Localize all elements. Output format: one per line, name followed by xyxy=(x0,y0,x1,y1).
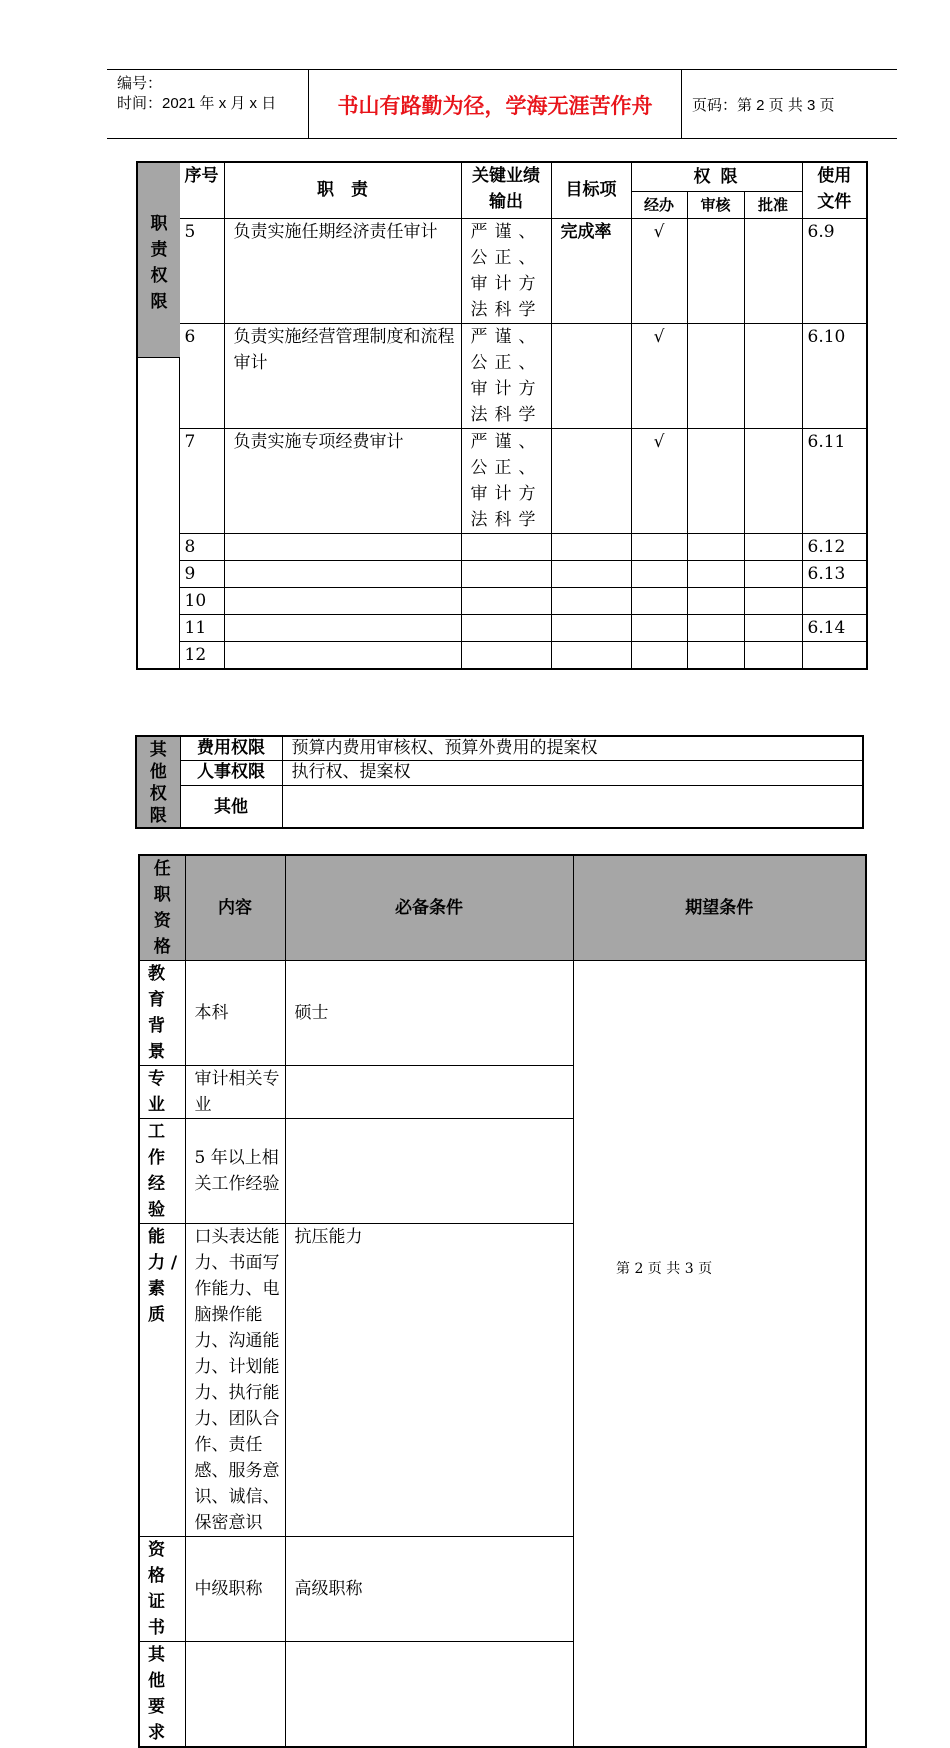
duty-review-mark xyxy=(687,614,744,641)
col-target-header-text: 目标项 xyxy=(565,180,617,201)
duty-doc xyxy=(802,587,867,614)
duty-review-mark xyxy=(687,323,744,428)
qualification-expected: 抗压能力 xyxy=(285,1224,573,1537)
document-date: 时间：2021 年 x 月 x 日 xyxy=(117,95,277,112)
duty-seq: 9 xyxy=(179,560,224,587)
duty-handle-mark xyxy=(631,533,687,560)
qualification-label: 教育背景 xyxy=(139,961,185,1066)
qualification-row xyxy=(139,1119,866,1224)
col-duty-header xyxy=(224,162,461,218)
duty-handle-mark: √ xyxy=(631,428,687,533)
qualification-required: 5 年以上相关工作经验 xyxy=(185,1119,285,1224)
header-page-number: 页码：第 2 页 共 3 页 xyxy=(692,97,835,114)
duty-handle-mark xyxy=(631,614,687,641)
duty-approve-mark xyxy=(744,323,802,428)
duty-doc xyxy=(802,641,867,669)
duty-target xyxy=(551,428,631,533)
duty-key-output: 严谨、公正、审计方法科学 xyxy=(461,428,551,533)
duty-row-side xyxy=(137,428,179,533)
duty-doc: 6.13 xyxy=(802,560,867,587)
duty-key-output: 严谨、公正、审计方法科学 xyxy=(461,218,551,323)
duty-approve-mark xyxy=(744,614,802,641)
duty-description xyxy=(224,587,461,614)
duty-seq: 10 xyxy=(179,587,224,614)
duty-row xyxy=(137,218,867,323)
qualification-row xyxy=(139,1642,866,1748)
duty-row xyxy=(137,560,867,587)
duty-approve-mark xyxy=(744,428,802,533)
page-footer: 第 2 页 共 3 页 xyxy=(616,1261,713,1277)
qualification-required xyxy=(185,1642,285,1748)
qualifications-section-label xyxy=(139,855,185,961)
qualification-label: 专业 xyxy=(139,1066,185,1119)
duty-seq: 8 xyxy=(179,533,224,560)
duties-section-label-value: 职责权限 xyxy=(150,214,168,312)
duty-review-mark xyxy=(687,560,744,587)
duty-approve-mark xyxy=(744,587,802,614)
col-expected-header: 期望条件 xyxy=(573,855,866,961)
col-seq-header-text: 序号 xyxy=(184,166,219,186)
duty-handle-mark xyxy=(631,560,687,587)
col-key-output-header-text: 关键业绩输出 xyxy=(472,166,540,212)
duty-row-side xyxy=(137,533,179,560)
other-authority-section-label-value: 其他权限 xyxy=(149,740,167,826)
qualification-expected xyxy=(285,1066,573,1119)
qualification-label: 工作经验 xyxy=(139,1119,185,1224)
duty-key-output xyxy=(461,614,551,641)
col-authority-header xyxy=(631,162,802,191)
other-authority-value xyxy=(282,786,863,828)
other-authority-section-label xyxy=(136,736,180,828)
col-key-output-header xyxy=(461,162,551,218)
personnel-authority-label: 人事权限 xyxy=(180,761,282,786)
duty-description: 负责实施经营管理制度和流程审计 xyxy=(224,323,461,428)
duty-handle-mark xyxy=(631,641,687,669)
header-meta-cell xyxy=(107,70,309,138)
duty-row-side xyxy=(137,641,179,669)
duty-description xyxy=(224,560,461,587)
col-doc-header xyxy=(802,162,867,218)
qualification-expected xyxy=(285,1642,573,1748)
duty-handle-mark xyxy=(631,587,687,614)
qualification-row xyxy=(139,961,866,1066)
duty-key-output xyxy=(461,587,551,614)
duties-rows xyxy=(137,218,867,669)
qualifications-rows xyxy=(139,961,866,1748)
motto: 书山有路勤为径，学海无涯苦作舟 xyxy=(337,94,653,118)
qualification-row xyxy=(139,1537,866,1642)
qualification-required: 本科 xyxy=(185,961,285,1066)
page-header xyxy=(107,69,897,139)
duty-row xyxy=(137,587,867,614)
duty-target xyxy=(551,560,631,587)
qualification-row xyxy=(139,1224,866,1537)
col-handle-header: 经办 xyxy=(631,191,687,218)
duty-row-side xyxy=(137,560,179,587)
col-approve-header: 批准 xyxy=(744,191,802,218)
duty-target xyxy=(551,614,631,641)
duty-row xyxy=(137,428,867,533)
other-authority-table xyxy=(135,735,864,829)
duty-key-output xyxy=(461,641,551,669)
qualification-required: 口头表达能力、书面写作能力、电脑操作能力、沟通能力、计划能力、执行能力、团队合作、责任感、服务意识、诚信、保密意识 xyxy=(185,1224,285,1537)
personnel-authority-value: 执行权、提案权 xyxy=(282,761,863,786)
qualification-row xyxy=(139,1066,866,1119)
duty-doc: 6.14 xyxy=(802,614,867,641)
duty-key-output xyxy=(461,560,551,587)
duty-review-mark xyxy=(687,641,744,669)
col-review-header: 审核 xyxy=(687,191,744,218)
col-doc-header-text: 使用文件 xyxy=(817,166,852,212)
qualification-required: 审计相关专业 xyxy=(185,1066,285,1119)
qualification-expected xyxy=(285,1119,573,1224)
duty-description xyxy=(224,614,461,641)
duty-doc: 6.12 xyxy=(802,533,867,560)
col-target-header xyxy=(551,162,631,218)
duty-approve-mark xyxy=(744,533,802,560)
duty-seq: 5 xyxy=(179,218,224,323)
duty-target: 完成率 xyxy=(551,218,631,323)
duty-approve-mark xyxy=(744,218,802,323)
duty-handle-mark: √ xyxy=(631,323,687,428)
col-required-header: 必备条件 xyxy=(285,855,573,961)
qualification-label: 能 力 / 素质 xyxy=(139,1224,185,1537)
duty-target xyxy=(551,533,631,560)
qualification-label: 其他要求 xyxy=(139,1642,185,1748)
duty-key-output xyxy=(461,533,551,560)
duty-review-mark xyxy=(687,428,744,533)
duty-doc: 6.9 xyxy=(802,218,867,323)
duty-description xyxy=(224,641,461,669)
duty-seq: 7 xyxy=(179,428,224,533)
duty-row xyxy=(137,614,867,641)
duties-table xyxy=(136,161,868,670)
duty-doc: 6.10 xyxy=(802,323,867,428)
duty-key-output: 严谨、公正、审计方法科学 xyxy=(461,323,551,428)
duty-doc: 6.11 xyxy=(802,428,867,533)
duty-row-side xyxy=(137,614,179,641)
other-authority-label: 其他 xyxy=(180,786,282,828)
duty-row xyxy=(137,323,867,428)
duty-seq: 12 xyxy=(179,641,224,669)
duty-description: 负责实施专项经费审计 xyxy=(224,428,461,533)
document-number: 编号： xyxy=(117,75,163,92)
qualification-expected: 高级职称 xyxy=(285,1537,573,1642)
duty-target xyxy=(551,641,631,669)
header-motto-cell xyxy=(309,70,682,138)
col-seq-header xyxy=(179,162,224,218)
duty-row xyxy=(137,641,867,669)
col-authority-header-text: 权 限 xyxy=(693,166,740,187)
qualification-label: 资格证书 xyxy=(139,1537,185,1642)
duty-seq: 11 xyxy=(179,614,224,641)
duty-review-mark xyxy=(687,533,744,560)
header-page-cell xyxy=(682,70,897,138)
duty-target xyxy=(551,587,631,614)
qualifications-section-label-value: 任职资格 xyxy=(153,859,171,957)
col-duty-header-text: 职 责 xyxy=(317,180,368,201)
qualifications-table xyxy=(138,854,867,1748)
duty-review-mark xyxy=(687,587,744,614)
duty-seq: 6 xyxy=(179,323,224,428)
duty-description xyxy=(224,533,461,560)
duty-row xyxy=(137,533,867,560)
duty-row-side xyxy=(137,587,179,614)
expense-authority-value: 预算内费用审核权、预算外费用的提案权 xyxy=(282,736,863,761)
duty-approve-mark xyxy=(744,560,802,587)
duty-review-mark xyxy=(687,218,744,323)
duty-approve-mark xyxy=(744,641,802,669)
duty-handle-mark: √ xyxy=(631,218,687,323)
duty-description: 负责实施任期经济责任审计 xyxy=(224,218,461,323)
col-content-header: 内容 xyxy=(185,855,285,961)
expense-authority-label: 费用权限 xyxy=(180,736,282,761)
duty-target xyxy=(551,323,631,428)
qualification-required: 中级职称 xyxy=(185,1537,285,1642)
duties-section-label-text xyxy=(138,163,180,358)
qualification-expected: 硕士 xyxy=(285,961,573,1066)
